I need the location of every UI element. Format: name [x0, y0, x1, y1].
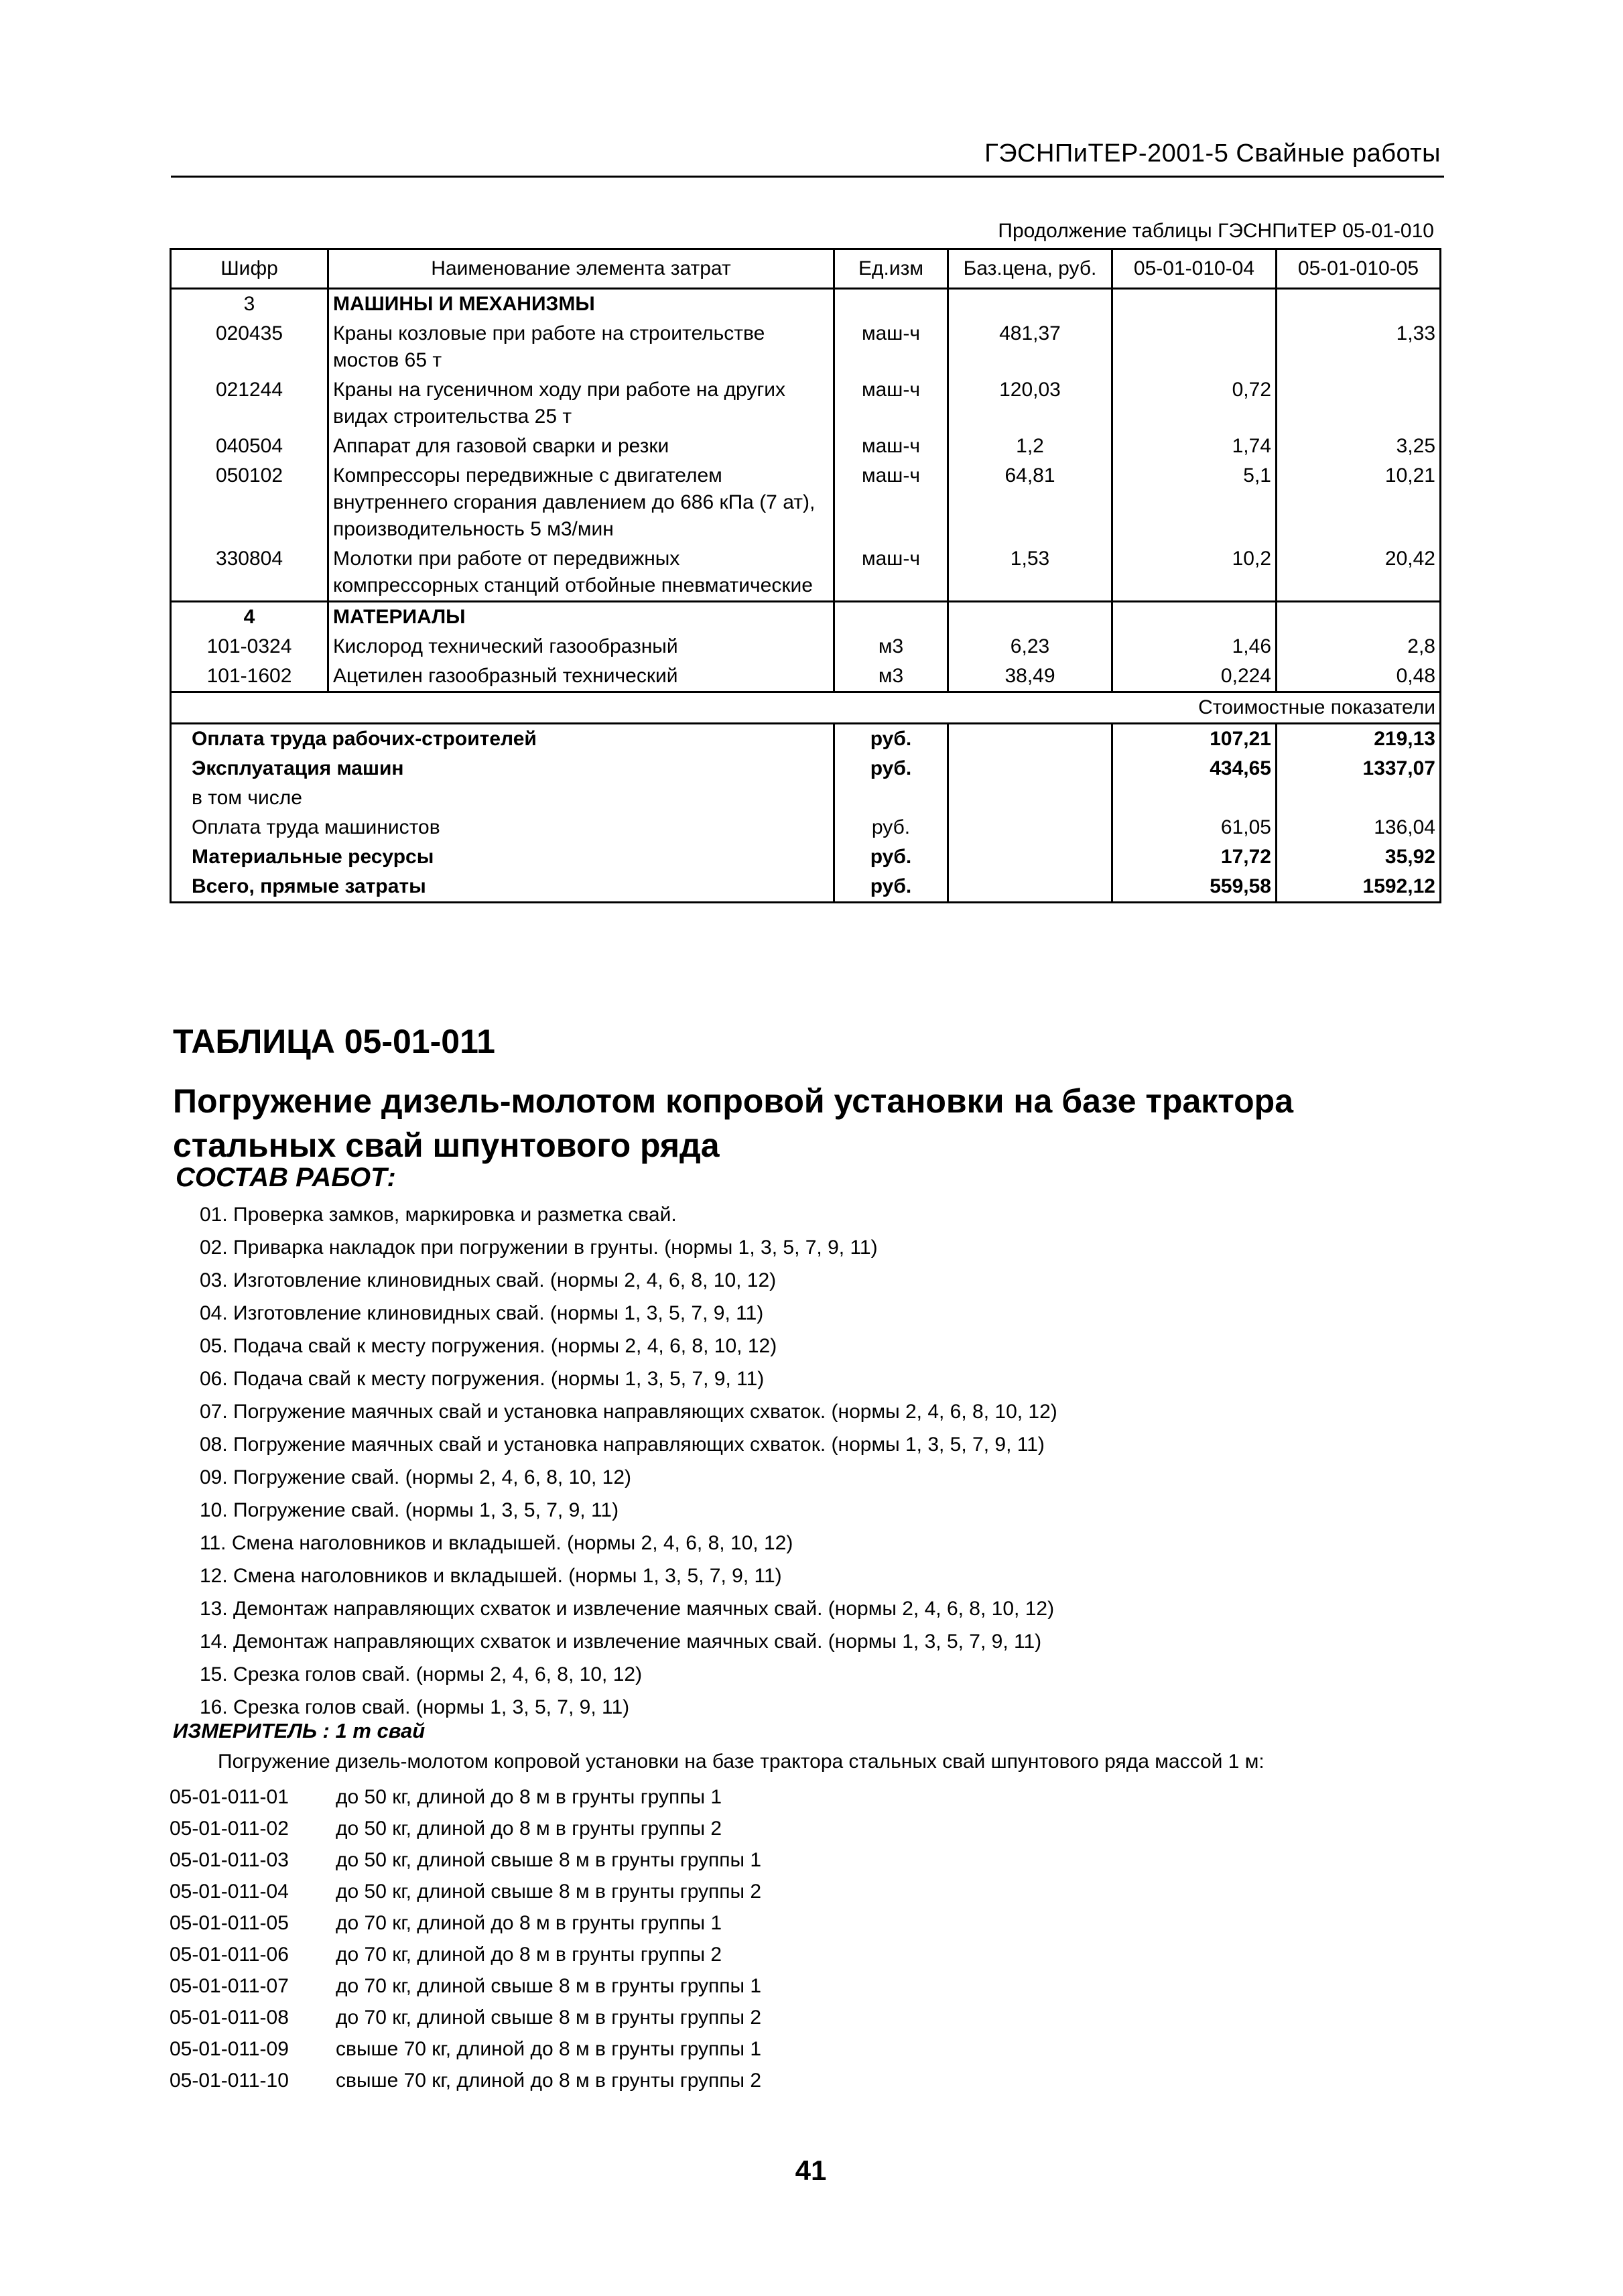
resource-code: 101-1602: [171, 661, 328, 692]
summary-unit: руб.: [834, 842, 948, 872]
resource-name: Молотки при работе от передвижных компрессорных станций отбойные пневматические: [328, 544, 834, 602]
summary-value-05: [1277, 783, 1441, 813]
summary-unit: руб.: [834, 724, 948, 755]
summary-unit: руб.: [834, 754, 948, 783]
list-item: 15. Срезка голов свай. (нормы 2, 4, 6, 8, 10, 12): [200, 1663, 643, 1685]
column-header: Шифр: [171, 249, 328, 289]
unit: м3: [834, 632, 948, 661]
list-item: 09. Погружение свай. (нормы 2, 4, 6, 8, 10, 12): [200, 1466, 631, 1488]
table-continuation-label: Продолжение таблицы ГЭСНПиТЕР 05-01-010: [998, 220, 1434, 242]
summary-unit: руб.: [834, 872, 948, 903]
empty-cell: [948, 872, 1112, 903]
norm-description: до 50 кг, длиной свыше 8 м в грунты группы 1: [336, 1849, 762, 1871]
list-item: 11. Смена наголовников и вкладышей. (нормы 2, 4, 6, 8, 10, 12): [200, 1532, 793, 1554]
value-05: [1277, 375, 1441, 432]
empty-cell: [948, 783, 1112, 813]
summary-value-05: 35,92: [1277, 842, 1441, 872]
group-code: 4: [171, 602, 328, 633]
table-row: [171, 319, 1441, 375]
empty-cell: [834, 602, 948, 633]
resource-code: 020435: [171, 319, 328, 375]
empty-cell: [948, 842, 1112, 872]
empty-cell: [1112, 289, 1277, 320]
page-number: 41: [795, 2155, 827, 2186]
column-header: 05-01-010-04: [1112, 249, 1277, 289]
norm-code: 05-01-011-04: [170, 1880, 289, 1903]
list-item: 07. Погружение маячных свай и установка направляющих схваток. (нормы 2, 4, 6, 8, 10, 12): [200, 1401, 1057, 1423]
unit: маш-ч: [834, 461, 948, 544]
norm-description: до 70 кг, длиной до 8 м в грунты группы 2: [336, 1943, 722, 1966]
list-item: 10. Погружение свай. (нормы 1, 3, 5, 7, 9, 11): [200, 1499, 619, 1521]
unit: м3: [834, 661, 948, 692]
norm-code: 05-01-011-02: [170, 1817, 289, 1840]
summary-row: [171, 724, 1441, 755]
list-item: 12. Смена наголовников и вкладышей. (нормы 1, 3, 5, 7, 9, 11): [200, 1565, 782, 1587]
list-item: 16. Срезка голов свай. (нормы 1, 3, 5, 7, 9, 11): [200, 1696, 630, 1718]
base-price: 1,53: [948, 544, 1112, 602]
work-items-list: [200, 1198, 1057, 1724]
unit: маш-ч: [834, 319, 948, 375]
list-item: 04. Изготовление клиновидных свай. (нормы 1, 3, 5, 7, 9, 11): [200, 1302, 764, 1324]
value-04: [1112, 319, 1277, 375]
cost-indicators-label: Стоимостные показатели: [171, 692, 1441, 724]
norm-code: 05-01-011-05: [170, 1912, 289, 1934]
resource-name: Краны на гусеничном ходу при работе на других видах строительства 25 т: [328, 375, 834, 432]
list-item: 06. Подача свай к месту погружения. (нормы 1, 3, 5, 7, 9, 11): [200, 1368, 765, 1390]
summary-value-04: 61,05: [1112, 813, 1277, 842]
base-price: 120,03: [948, 375, 1112, 432]
resource-code: 021244: [171, 375, 328, 432]
resource-name: Компрессоры передвижные с двигателем внутреннего сгорания давлением до 686 кПа (7 ат), производительность 5 м3/мин: [328, 461, 834, 544]
resource-name: Аппарат для газовой сварки и резки: [328, 432, 834, 461]
summary-name: Материальные ресурсы: [171, 842, 834, 872]
summary-row: [171, 842, 1441, 872]
norm-code: 05-01-011-07: [170, 1975, 289, 1997]
table-row: [171, 432, 1441, 461]
list-item: 01. Проверка замков, маркировка и разметка свай.: [200, 1204, 677, 1226]
empty-cell: [948, 754, 1112, 783]
resource-code: 330804: [171, 544, 328, 602]
value-04: 1,74: [1112, 432, 1277, 461]
base-price: 38,49: [948, 661, 1112, 692]
norm-code: 05-01-011-06: [170, 1943, 289, 1966]
norm-code: 05-01-011-08: [170, 2006, 289, 2029]
summary-value-04: 17,72: [1112, 842, 1277, 872]
summary-row: [171, 813, 1441, 842]
empty-cell: [1277, 289, 1441, 320]
column-header: Наименование элемента затрат: [328, 249, 834, 289]
base-price: 64,81: [948, 461, 1112, 544]
group-title: МАТЕРИАЛЫ: [328, 602, 834, 633]
norm-description: свыше 70 кг, длиной до 8 м в грунты группы 1: [336, 2038, 762, 2060]
summary-value-04: 107,21: [1112, 724, 1277, 755]
value-05: 2,8: [1277, 632, 1441, 661]
value-05: 10,21: [1277, 461, 1441, 544]
empty-cell: [948, 289, 1112, 320]
resource-cost-table: [170, 248, 1441, 903]
resource-code: 101-0324: [171, 632, 328, 661]
value-04: 0,224: [1112, 661, 1277, 692]
summary-row: [171, 872, 1441, 903]
value-04: 1,46: [1112, 632, 1277, 661]
summary-unit: [834, 783, 948, 813]
measure-heading: ИЗМЕРИТЕЛЬ : 1 т свай: [173, 1719, 426, 1742]
group-title: МАШИНЫ И МЕХАНИЗМЫ: [328, 289, 834, 320]
resource-code: 050102: [171, 461, 328, 544]
base-price: 6,23: [948, 632, 1112, 661]
table-row: [171, 632, 1441, 661]
summary-name: в том числе: [171, 783, 834, 813]
base-price: 481,37: [948, 319, 1112, 375]
value-05: 1,33: [1277, 319, 1441, 375]
summary-name: Оплата труда машинистов: [171, 813, 834, 842]
summary-row: [171, 754, 1441, 783]
table-header-row: [171, 249, 1441, 289]
summary-row: [171, 783, 1441, 813]
group-row-materials: [171, 602, 1441, 633]
unit: маш-ч: [834, 544, 948, 602]
summary-value-04: 559,58: [1112, 872, 1277, 903]
summary-value-04: [1112, 783, 1277, 813]
group-code: 3: [171, 289, 328, 320]
base-price: 1,2: [948, 432, 1112, 461]
norm-code: 05-01-011-03: [170, 1849, 289, 1871]
summary-value-05: 1337,07: [1277, 754, 1441, 783]
summary-value-05: 136,04: [1277, 813, 1441, 842]
value-05: 20,42: [1277, 544, 1441, 602]
empty-cell: [948, 813, 1112, 842]
empty-cell: [1277, 602, 1441, 633]
table-row: [171, 375, 1441, 432]
summary-value-04: 434,65: [1112, 754, 1277, 783]
column-header: Ед.изм: [834, 249, 948, 289]
unit: маш-ч: [834, 375, 948, 432]
norm-description: до 70 кг, длиной до 8 м в грунты группы 1: [336, 1912, 722, 1934]
norm-code: 05-01-011-10: [170, 2069, 289, 2092]
empty-cell: [1112, 602, 1277, 633]
empty-cell: [948, 724, 1112, 755]
value-04: 5,1: [1112, 461, 1277, 544]
norm-description: до 50 кг, длиной свыше 8 м в грунты группы 2: [336, 1880, 762, 1903]
norm-description: до 50 кг, длиной до 8 м в грунты группы 1: [336, 1786, 722, 1808]
value-05: 0,48: [1277, 661, 1441, 692]
summary-name: Эксплуатация машин: [171, 754, 834, 783]
list-item: 08. Погружение маячных свай и установка направляющих схваток. (нормы 1, 3, 5, 7, 9, 11): [200, 1433, 1045, 1456]
norm-description: до 70 кг, длиной свыше 8 м в грунты группы 2: [336, 2006, 762, 2029]
list-item: 02. Приварка накладок при погружении в грунты. (нормы 1, 3, 5, 7, 9, 11): [200, 1236, 878, 1259]
empty-cell: [948, 602, 1112, 633]
header-rule: [171, 176, 1444, 178]
norm-description: до 50 кг, длиной до 8 м в грунты группы 2: [336, 1817, 722, 1840]
table-row: [171, 461, 1441, 544]
empty-cell: [834, 289, 948, 320]
column-header: Баз.цена, руб.: [948, 249, 1112, 289]
column-header: 05-01-010-05: [1277, 249, 1441, 289]
section-title: ТАБЛИЦА 05-01-011: [173, 1023, 495, 1060]
table-row: [171, 661, 1441, 692]
norm-description: до 70 кг, длиной свыше 8 м в грунты группы 1: [336, 1975, 762, 1997]
summary-name: Всего, прямые затраты: [171, 872, 834, 903]
resource-name: Кислород технический газообразный: [328, 632, 834, 661]
list-item: 05. Подача свай к месту погружения. (нормы 2, 4, 6, 8, 10, 12): [200, 1335, 777, 1357]
resource-name: Краны козловые при работе на строительстве мостов 65 т: [328, 319, 834, 375]
group-row-machines: [171, 289, 1441, 320]
list-item: 13. Демонтаж направляющих схваток и извлечение маячных свай. (нормы 2, 4, 6, 8, 10, 12): [200, 1598, 1055, 1620]
summary-name: Оплата труда рабочих-строителей: [171, 724, 834, 755]
resource-code: 040504: [171, 432, 328, 461]
summary-unit: руб.: [834, 813, 948, 842]
page-header: ГЭСНПиТЕР-2001-5 Свайные работы: [984, 139, 1441, 168]
summary-value-05: 219,13: [1277, 724, 1441, 755]
unit: маш-ч: [834, 432, 948, 461]
cost-indicators-row: [171, 692, 1441, 724]
norm-code: 05-01-011-09: [170, 2038, 289, 2060]
list-item: 14. Демонтаж направляющих схваток и извлечение маячных свай. (нормы 1, 3, 5, 7, 9, 11): [200, 1631, 1042, 1653]
norm-code: 05-01-011-01: [170, 1786, 289, 1808]
table-row: [171, 544, 1441, 602]
work-composition-heading: СОСТАВ РАБОТ:: [176, 1163, 396, 1192]
list-item: 03. Изготовление клиновидных свай. (нормы 2, 4, 6, 8, 10, 12): [200, 1269, 777, 1291]
measure-intro: Погружение дизель-молотом копровой установки на базе трактора стальных свай шпунтового ряда массой 1 м:: [218, 1750, 1264, 1773]
value-04: 10,2: [1112, 544, 1277, 602]
section-subtitle: Погружение дизель-молотом копровой установки на базе трактора стальных свай шпунтового ряда: [173, 1082, 1293, 1164]
norm-description: свыше 70 кг, длиной до 8 м в грунты группы 2: [336, 2069, 762, 2092]
value-04: 0,72: [1112, 375, 1277, 432]
resource-name: Ацетилен газообразный технический: [328, 661, 834, 692]
summary-value-05: 1592,12: [1277, 872, 1441, 903]
value-05: 3,25: [1277, 432, 1441, 461]
